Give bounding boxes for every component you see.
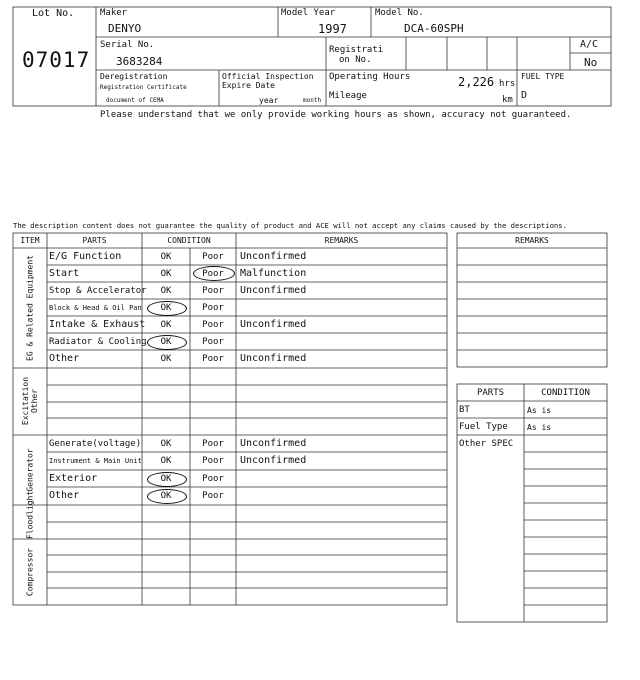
part-label: Exterior	[49, 473, 98, 484]
model-year-label: Model Year	[281, 8, 336, 18]
maker-label: Maker	[100, 8, 128, 18]
remark: Unconfirmed	[240, 319, 307, 330]
year-label: year	[259, 96, 279, 105]
part-label: E/G Function	[49, 251, 122, 262]
ok-option: OK	[160, 439, 172, 449]
inspection-label: Official Inspection	[222, 72, 314, 81]
part-label: Radiator & Cooling	[49, 337, 147, 347]
hours-notice: Please understand that we only provide working hours as shown, accuracy not guaranteed.	[100, 110, 572, 120]
section-eg: EG & Related Equipment	[25, 255, 35, 361]
poor-option: Poor	[202, 337, 224, 347]
month-label: month	[303, 97, 322, 104]
poor-option: Poor	[202, 252, 224, 262]
poor-option: Poor	[202, 286, 224, 296]
poor-option: Poor	[202, 474, 224, 484]
section-compressor: Compressor	[25, 547, 35, 597]
ac-value: No	[584, 56, 598, 69]
col-remarks: REMARKS	[324, 236, 359, 245]
model-no-value: DCA-60SPH	[404, 22, 464, 35]
poor-option: Poor	[202, 269, 224, 279]
deregistration-label: Deregistration	[100, 72, 168, 81]
part-label: Stop & Accelerator	[49, 286, 147, 296]
section-floodlight: Floodlight	[25, 490, 35, 539]
fuel-type-value: D	[521, 90, 528, 101]
side-parts-label: PARTS	[476, 388, 505, 398]
side-part: Fuel Type	[459, 422, 508, 432]
ok-option: OK	[160, 286, 172, 296]
poor-option: Poor	[202, 439, 224, 449]
col-condition: CONDITION	[167, 236, 211, 245]
remark: Unconfirmed	[240, 251, 307, 262]
remark: Unconfirmed	[240, 455, 307, 466]
mileage-label: Mileage	[329, 91, 367, 101]
part-label: Intake & Exhaust	[49, 319, 146, 330]
part-label: Instrument & Main Unit	[49, 457, 142, 465]
inspection-label-2: Expire Date	[222, 81, 275, 90]
ok-option: OK	[160, 337, 172, 347]
ok-option: OK	[160, 252, 172, 262]
part-label: Block & Head & Oil Pan	[49, 304, 142, 312]
document-label: document of CEMA	[106, 97, 164, 104]
side-condition-label: CONDITION	[541, 388, 590, 398]
poor-option: Poor	[202, 354, 224, 364]
serial-value: 3683284	[116, 55, 163, 68]
ac-label: A/C	[580, 39, 599, 50]
registration-label-2: on No.	[339, 55, 372, 65]
serial-label: Serial No.	[100, 40, 155, 50]
selected-circle	[147, 489, 187, 504]
operating-hours-label: Operating Hours	[329, 72, 411, 82]
ok-option: OK	[160, 354, 172, 364]
side-part: Other SPEC	[459, 439, 514, 449]
lot-number: 07017	[22, 48, 91, 72]
side-condition: As is	[527, 423, 552, 432]
col-item: ITEM	[20, 236, 40, 245]
section-excitation: Excitation Other	[21, 376, 39, 426]
remark: Unconfirmed	[240, 438, 307, 449]
operating-hours-value: 2,226	[458, 75, 495, 89]
registration-label: Registrati	[329, 45, 384, 55]
col-parts: PARTS	[82, 236, 107, 245]
remark: Malfunction	[240, 268, 307, 279]
ok-option: OK	[160, 491, 172, 501]
registration-certificate-label: Registration Certificate	[100, 84, 187, 91]
part-label: Other	[49, 490, 80, 501]
poor-option: Poor	[202, 456, 224, 466]
remark: Unconfirmed	[240, 285, 307, 296]
ok-option: OK	[160, 320, 172, 330]
side-part: BT	[459, 405, 470, 415]
ok-option: OK	[160, 269, 172, 279]
ok-option: OK	[160, 303, 172, 313]
ok-option: OK	[160, 474, 172, 484]
disclaimer: The description content does not guarantee the quality of product and ACE will not accept any claims caused by the descriptions.	[13, 221, 567, 230]
selected-circle	[147, 472, 187, 487]
part-label: Start	[49, 268, 80, 279]
right-col-remarks: REMARKS	[515, 236, 549, 245]
poor-option: Poor	[202, 320, 224, 330]
km-label: km	[502, 95, 513, 105]
section-generator: Generator	[25, 448, 35, 492]
part-label: Generate(voltage)	[49, 439, 142, 449]
poor-option: Poor	[202, 303, 224, 313]
model-no-label: Model No.	[375, 8, 424, 18]
fuel-type-label: FUEL TYPE	[521, 72, 565, 81]
selected-circle	[147, 335, 187, 350]
lot-label: Lot No.	[32, 8, 75, 19]
model-year-value: 1997	[318, 22, 347, 36]
remark: Unconfirmed	[240, 353, 307, 364]
hrs-label: hrs	[499, 79, 516, 89]
poor-option: Poor	[202, 491, 224, 501]
ok-option: OK	[160, 456, 172, 466]
side-condition: As is	[527, 406, 552, 415]
part-label: Other	[49, 353, 80, 364]
selected-circle	[193, 266, 235, 281]
maker-value: DENYO	[108, 22, 142, 35]
selected-circle	[147, 301, 187, 316]
